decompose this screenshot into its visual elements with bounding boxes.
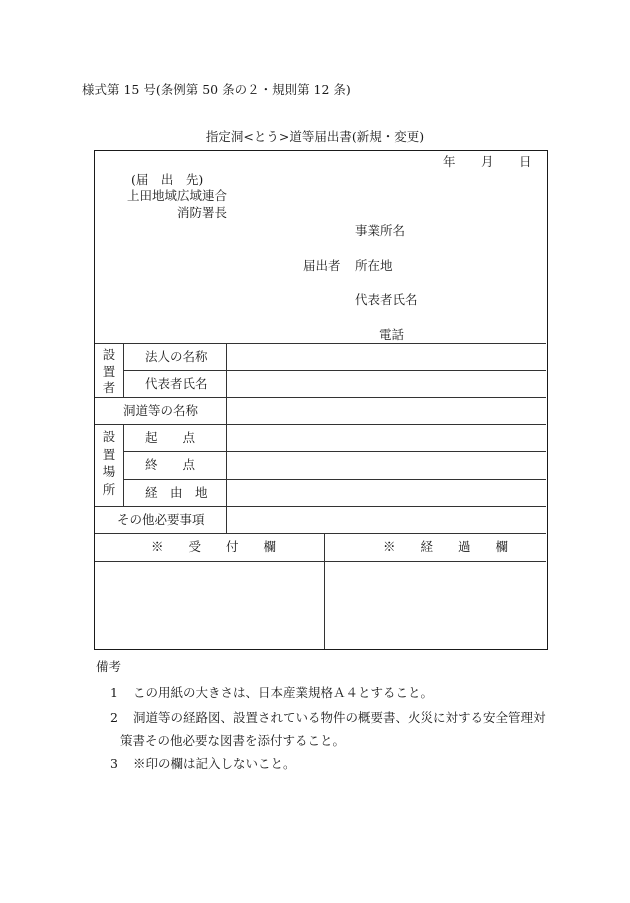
- note-3-text: ※印の欄は記入しないこと。: [133, 756, 296, 771]
- representative-label: 代表者氏名: [355, 292, 418, 307]
- note-2-number: 2: [110, 710, 118, 725]
- other-items-label: その他必要事項: [117, 512, 205, 527]
- start-point-field[interactable]: [226, 425, 546, 451]
- tunnel-name-label: 洞道等の名称: [123, 403, 199, 418]
- notifier-label: 届出者: [303, 258, 341, 273]
- start-point-label: 起 点: [145, 430, 196, 445]
- form-title: 指定洞<とう>道等届出書(新規・変更): [205, 129, 425, 144]
- notes-title: 備考: [96, 659, 122, 674]
- office-name-label: 事業所名: [355, 223, 406, 238]
- location-group-label: 設 置 場 所: [102, 429, 116, 497]
- reception-area: [95, 562, 324, 649]
- installer-representative-field[interactable]: [226, 371, 546, 397]
- reception-column-header: ※ 受 付 欄: [151, 539, 277, 554]
- recipient-org: 上田地域広域連合: [127, 188, 228, 203]
- date-year-label: 年: [443, 154, 456, 169]
- note-1-number: 1: [110, 685, 118, 700]
- installer-group-label: 設 置 者: [102, 347, 116, 395]
- date-day-label: 日: [519, 154, 532, 169]
- corporate-name-label: 法人の名称: [145, 349, 208, 364]
- note-2-text: 洞道等の経路図、設置されている物件の概要書、火災に対する安全管理対: [133, 710, 546, 725]
- via-point-field[interactable]: [226, 480, 546, 506]
- recipient-chief: 消防署長: [177, 205, 228, 220]
- note-1-text: この用紙の大きさは、日本産業規格Ａ４とすること。: [133, 685, 434, 700]
- end-point-field[interactable]: [226, 452, 546, 479]
- address-label: 所在地: [355, 258, 393, 273]
- end-point-label: 終 点: [145, 457, 196, 472]
- note-2-continuation: 策書その他必要な図書を添付すること。: [120, 733, 346, 748]
- tunnel-name-field[interactable]: [226, 398, 546, 424]
- via-point-label: 経 由 地: [145, 485, 208, 500]
- progress-area: [325, 562, 546, 649]
- corporate-name-field[interactable]: [226, 344, 546, 370]
- other-items-field[interactable]: [226, 507, 546, 533]
- note-3-number: 3: [110, 756, 118, 771]
- date-month-label: 月: [481, 154, 494, 169]
- phone-label: 電話: [379, 327, 405, 342]
- form-number: 様式第 15 号(条例第 50 条の２・規則第 12 条): [82, 82, 351, 97]
- progress-column-header: ※ 経 過 欄: [383, 539, 509, 554]
- form-table: [94, 150, 548, 650]
- recipient-label: (届 出 先): [131, 172, 204, 187]
- installer-representative-label: 代表者氏名: [145, 376, 208, 391]
